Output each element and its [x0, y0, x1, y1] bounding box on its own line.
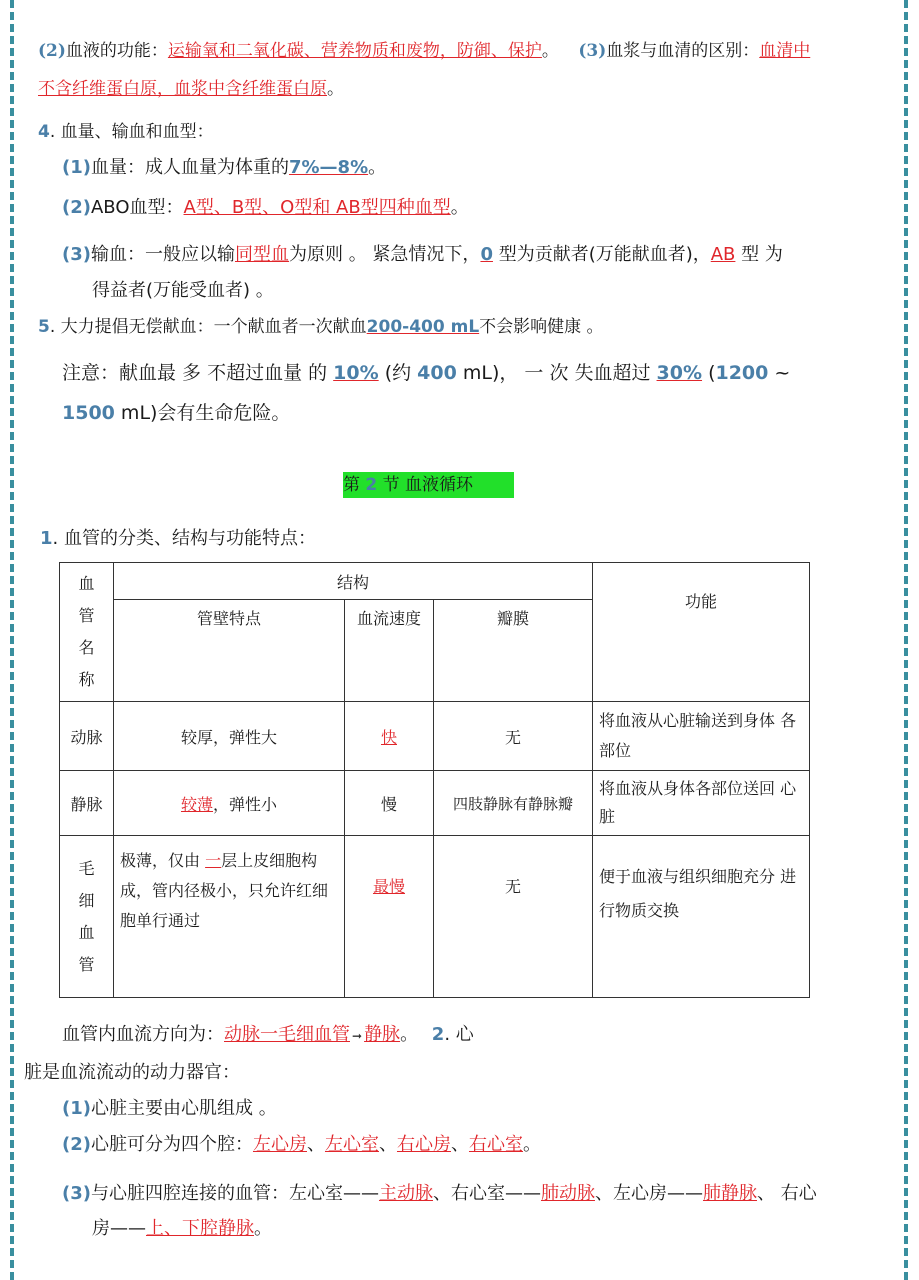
blood-volume-answer: 7%—8% [288, 157, 369, 178]
valve: 无 [434, 702, 593, 771]
item-number: (2) [38, 41, 66, 61]
heart-heading-part1: . 心 [444, 1024, 474, 1045]
transfusion-text: 型为贡献者(万能献血者)， [492, 244, 711, 265]
table-row-artery [60, 702, 810, 771]
item-number: (3) [578, 41, 607, 61]
blood-function-answer: 运输氧和二氧化碳、营养物质和废物，防御、保护 [167, 41, 542, 61]
flow-answer-1: 动脉一毛细血管 [224, 1024, 350, 1045]
note-value: 400 [417, 362, 457, 384]
item-number: (3) [62, 244, 91, 265]
section-4-heading [38, 117, 214, 142]
heart-text: 心脏主要由心肌组成 。 [90, 1098, 277, 1119]
heart-text: 、右心室—— [432, 1183, 541, 1204]
period: 。 [522, 1134, 541, 1155]
donation-text: 不会影响健康 。 [479, 317, 604, 337]
speed: 慢 [345, 771, 434, 836]
right-dashed-border [904, 0, 908, 1280]
vessel-answer: 主动脉 [378, 1183, 433, 1204]
heading-number: 1 [40, 528, 53, 549]
item-number: (3) [62, 1183, 91, 1204]
wall-answer: 一 [205, 851, 222, 870]
wall-text: 极薄，仅由 [120, 851, 206, 870]
donation-answer: 200-400 mL [366, 317, 480, 337]
speed-answer: 最慢 [372, 877, 405, 896]
transfusion-text: 型 为 [735, 244, 783, 265]
wall-feature [114, 836, 345, 998]
heart-item-1 [62, 1094, 277, 1120]
transfusion-line [62, 240, 783, 266]
header-function: 功能 [593, 563, 810, 702]
function: 将血液从身体各部位送回 心脏 [593, 771, 810, 836]
wall-feature: 较厚，弹性大 [114, 702, 345, 771]
note-text: ( [702, 362, 716, 384]
blood-function-label: 血液的功能： [65, 41, 168, 61]
flow-text: 血管内血流方向为： [62, 1024, 224, 1045]
period: 。 [450, 197, 469, 218]
heading-text: . 血管的分类、结构与功能特点： [52, 528, 316, 549]
heart-text: 与心脏四腔连接的血管：左心室—— [90, 1183, 379, 1204]
blood-volume-text: 血量：成人血量为体重的 [90, 157, 289, 178]
section-number: 4 [38, 122, 50, 142]
separator: 、 [306, 1134, 325, 1155]
vessel-heading [40, 524, 316, 550]
note-text: mL)会有生命危险。 [114, 402, 291, 424]
period: 。 [254, 1218, 272, 1239]
heart-text: 心脏可分为四个腔： [90, 1134, 253, 1155]
abo-blood-type-line [62, 193, 469, 219]
transfusion-answer-same-type: 同型血 [234, 244, 289, 265]
note-line2 [62, 398, 290, 425]
header-char: 名 [78, 638, 95, 657]
header-speed: 血流速度 [345, 600, 434, 702]
flow-direction-line [62, 1020, 474, 1046]
note-answer-10: 10% [333, 362, 379, 384]
vessel-name [60, 836, 114, 998]
separator: 、 [450, 1134, 469, 1155]
header-structure: 结构 [114, 563, 593, 600]
item-number: (1) [62, 1098, 91, 1119]
section-title: . 血量、输血和血型： [49, 122, 214, 142]
name-char: 管 [78, 954, 95, 974]
note-text: ~ [768, 362, 791, 384]
wall-feature: ，弹性小 [213, 794, 278, 814]
section-number: 2 [365, 475, 378, 495]
abo-answer: A型、B型、O型和 AB型四种血型 [183, 197, 451, 218]
transfusion-text: 得益者(万能受血者) 。 [92, 280, 274, 301]
note-value: 1500 [62, 402, 115, 424]
header-valve: 瓣膜 [434, 600, 593, 702]
table-row-vein [60, 771, 810, 836]
section-prefix: 第 [343, 475, 366, 495]
name-char: 血 [78, 922, 95, 942]
vessel-answer: 肺静脉 [702, 1183, 757, 1204]
universal-donor-answer: 0 [480, 244, 493, 265]
abo-label: ABO血型： [90, 197, 184, 218]
table-row-capillary [60, 836, 810, 998]
heart-text: 、 右心 [756, 1183, 817, 1204]
header-wall: 管壁特点 [114, 600, 345, 702]
chamber-answer: 右心房 [396, 1134, 451, 1155]
section-number: 2 [431, 1024, 445, 1045]
section-number: 5 [38, 317, 50, 337]
left-dashed-border [10, 0, 14, 1280]
item-number: (2) [62, 197, 91, 218]
blood-volume-line [62, 153, 386, 179]
chamber-answer: 左心室 [324, 1134, 379, 1155]
valve: 四肢静脉有静脉瓣 [434, 771, 593, 836]
heart-item-2 [62, 1130, 541, 1156]
plasma-serum-label: 血浆与血清的区别： [606, 41, 760, 61]
function: 便于血液与组织细胞充分 进行物质交换 [593, 836, 810, 998]
header-char: 血 [78, 574, 95, 593]
vessel-name: 静脉 [60, 771, 114, 836]
note-value: 1200 [715, 362, 769, 384]
wall-answer: 较薄 [180, 794, 213, 814]
separator: 、 [378, 1134, 397, 1155]
name-char: 毛 [78, 858, 95, 878]
header-char: 称 [78, 670, 95, 689]
heart-item-3 [62, 1179, 817, 1205]
period: 。 [368, 157, 387, 178]
note-text: mL)， 一 次 失血超过 [456, 362, 657, 384]
wall-text: 层上皮细胞构 成，管内径极小，只允许红细 胞单行通过 [120, 851, 329, 930]
donation-text: . 大力提倡无偿献血：一个献血者一次献血 [49, 317, 367, 337]
note-text: (约 [378, 362, 418, 384]
flow-answer-2: 静脉 [364, 1024, 401, 1045]
period: 。 [400, 1024, 424, 1045]
function: 将血液从心脏输送到身体 各部位 [593, 702, 810, 771]
plasma-serum-answer-part1: 血清中 [759, 41, 811, 61]
vessel-answer: 肺动脉 [540, 1183, 595, 1204]
vessel-name: 动脉 [60, 702, 114, 771]
speed-answer: 快 [380, 727, 397, 747]
blood-function-line [38, 36, 810, 61]
heart-text: 、左心房—— [594, 1183, 703, 1204]
heart-heading-part2: 脏是血流流动的动力器官： [24, 1062, 240, 1083]
period: 。 [327, 79, 344, 99]
chamber-answer: 右心室 [468, 1134, 523, 1155]
header-char: 管 [78, 606, 95, 625]
plasma-serum-answer-part2: 不含纤维蛋白原，血浆中含纤维蛋白原 [38, 79, 327, 99]
arrow-right-icon: ➞ [352, 1029, 363, 1043]
item-number: (2) [62, 1134, 91, 1155]
transfusion-text: 为原则 。 紧急情况下， [288, 244, 481, 265]
transfusion-line2 [92, 276, 274, 302]
section-name: 节 血液循环 [377, 475, 474, 495]
name-char: 细 [78, 890, 95, 910]
chamber-answer: 左心房 [252, 1134, 307, 1155]
header-vessel-name [60, 563, 114, 702]
valve: 无 [434, 836, 593, 998]
heart-item-3-line2 [92, 1214, 272, 1240]
heart-text: 房—— [92, 1218, 146, 1239]
universal-recipient-answer: AB [710, 244, 736, 265]
section-5-line [38, 312, 604, 337]
item-number: (1) [62, 157, 91, 178]
transfusion-text: 输血：一般应以输 [90, 244, 235, 265]
section-title-banner [343, 472, 514, 498]
period: 。 [541, 41, 559, 61]
vessel-table [59, 562, 810, 998]
heart-heading-line2 [24, 1058, 240, 1084]
vessel-answer: 上、下腔静脉 [146, 1218, 254, 1239]
plasma-serum-line2 [38, 74, 344, 99]
note-line1 [62, 358, 790, 385]
note-answer-30: 30% [656, 362, 703, 384]
note-text: 注意：献血最 多 不超过血量 的 [62, 362, 334, 384]
